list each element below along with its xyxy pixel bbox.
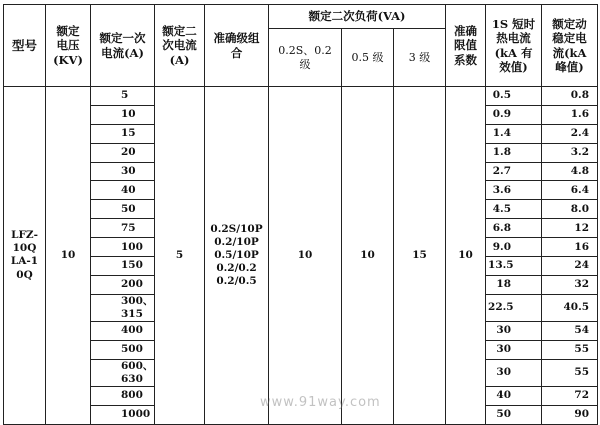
thermal-current-cell: 30 xyxy=(486,359,542,386)
thermal-current-cell: 3.6 xyxy=(486,181,542,200)
dynamic-current-cell: 0.8 xyxy=(542,87,598,106)
dynamic-current-cell: 90 xyxy=(542,405,598,424)
thermal-current-cell: 50 xyxy=(486,405,542,424)
alf-cell: 10 xyxy=(446,87,486,425)
dynamic-current-cell: 55 xyxy=(542,340,598,359)
header-rated-secondary-load: 额定二次负荷(VA) xyxy=(269,5,446,29)
spec-table xyxy=(3,4,598,425)
primary-current-cell: 40 xyxy=(91,181,155,200)
header-load-05: 0.5 级 xyxy=(342,29,394,87)
header-accuracy-limit-factor: 准确 限值 系数 xyxy=(446,5,486,87)
dynamic-current-cell: 6.4 xyxy=(542,181,598,200)
dynamic-current-cell: 4.8 xyxy=(542,162,598,181)
header-model: 型号 xyxy=(4,5,46,87)
thermal-current-cell: 30 xyxy=(486,322,542,341)
dynamic-current-cell: 2.4 xyxy=(542,124,598,143)
primary-current-cell: 1000 xyxy=(91,405,155,424)
dynamic-current-cell: 72 xyxy=(542,387,598,406)
voltage-cell: 10 xyxy=(46,87,91,425)
thermal-current-cell: 30 xyxy=(486,340,542,359)
primary-current-cell: 20 xyxy=(91,143,155,162)
primary-current-cell: 15 xyxy=(91,124,155,143)
primary-current-cell: 150 xyxy=(91,257,155,276)
primary-current-cell: 800 xyxy=(91,387,155,406)
dynamic-current-cell: 32 xyxy=(542,275,598,294)
primary-current-cell: 600、630 xyxy=(91,359,155,386)
dynamic-current-cell: 1.6 xyxy=(542,105,598,124)
primary-current-cell: 75 xyxy=(91,219,155,238)
load-02-cell: 10 xyxy=(269,87,342,425)
primary-current-cell: 50 xyxy=(91,200,155,219)
thermal-current-cell: 4.5 xyxy=(486,200,542,219)
thermal-current-cell: 6.8 xyxy=(486,219,542,238)
thermal-current-cell: 2.7 xyxy=(486,162,542,181)
dynamic-current-cell: 16 xyxy=(542,238,598,257)
thermal-current-cell: 13.5 xyxy=(486,257,542,276)
thermal-current-cell: 9.0 xyxy=(486,238,542,257)
thermal-current-cell: 0.5 xyxy=(486,87,542,106)
thermal-current-cell: 40 xyxy=(486,387,542,406)
header-rated-secondary-current: 额定二 次电流 (A) xyxy=(155,5,205,87)
table-row xyxy=(4,87,598,106)
accuracy-combo-cell: 0.2S/10P 0.2/10P 0.5/10P 0.2/0.2 0.2/0.5 xyxy=(205,87,269,425)
dynamic-current-cell: 54 xyxy=(542,322,598,341)
thermal-current-cell: 0.9 xyxy=(486,105,542,124)
load-05-cell: 10 xyxy=(342,87,394,425)
secondary-current-cell: 5 xyxy=(155,87,205,425)
dynamic-current-cell: 12 xyxy=(542,219,598,238)
dynamic-current-cell: 24 xyxy=(542,257,598,276)
header-load-02: 0.2S、0.2 级 xyxy=(269,29,342,87)
header-accuracy-combo: 准确级组 合 xyxy=(205,5,269,87)
watermark: www.91way.com xyxy=(260,395,381,410)
header-load-3: 3 级 xyxy=(394,29,446,87)
thermal-current-cell: 1.4 xyxy=(486,124,542,143)
dynamic-current-cell: 40.5 xyxy=(542,294,598,321)
primary-current-cell: 300、315 xyxy=(91,294,155,321)
header-rated-voltage: 额定 电压 (KV) xyxy=(46,5,91,87)
primary-current-cell: 100 xyxy=(91,238,155,257)
primary-current-cell: 400 xyxy=(91,322,155,341)
header-rated-primary-current: 额定一次 电流(A) xyxy=(91,5,155,87)
header-thermal-current: 1S 短时 热电流 (kA 有 效值) xyxy=(486,5,542,87)
primary-current-cell: 5 xyxy=(91,87,155,106)
dynamic-current-cell: 55 xyxy=(542,359,598,386)
dynamic-current-cell: 8.0 xyxy=(542,200,598,219)
primary-current-cell: 30 xyxy=(91,162,155,181)
header-dynamic-current: 额定动 稳定电 流(kA 峰值) xyxy=(542,5,598,87)
model-cell: LFZ- 10Q LA-1 0Q xyxy=(4,87,46,425)
primary-current-cell: 10 xyxy=(91,105,155,124)
thermal-current-cell: 1.8 xyxy=(486,143,542,162)
dynamic-current-cell: 3.2 xyxy=(542,143,598,162)
load-3-cell: 15 xyxy=(394,87,446,425)
thermal-current-cell: 22.5 xyxy=(486,294,542,321)
thermal-current-cell: 18 xyxy=(486,275,542,294)
primary-current-cell: 200 xyxy=(91,275,155,294)
primary-current-cell: 500 xyxy=(91,340,155,359)
